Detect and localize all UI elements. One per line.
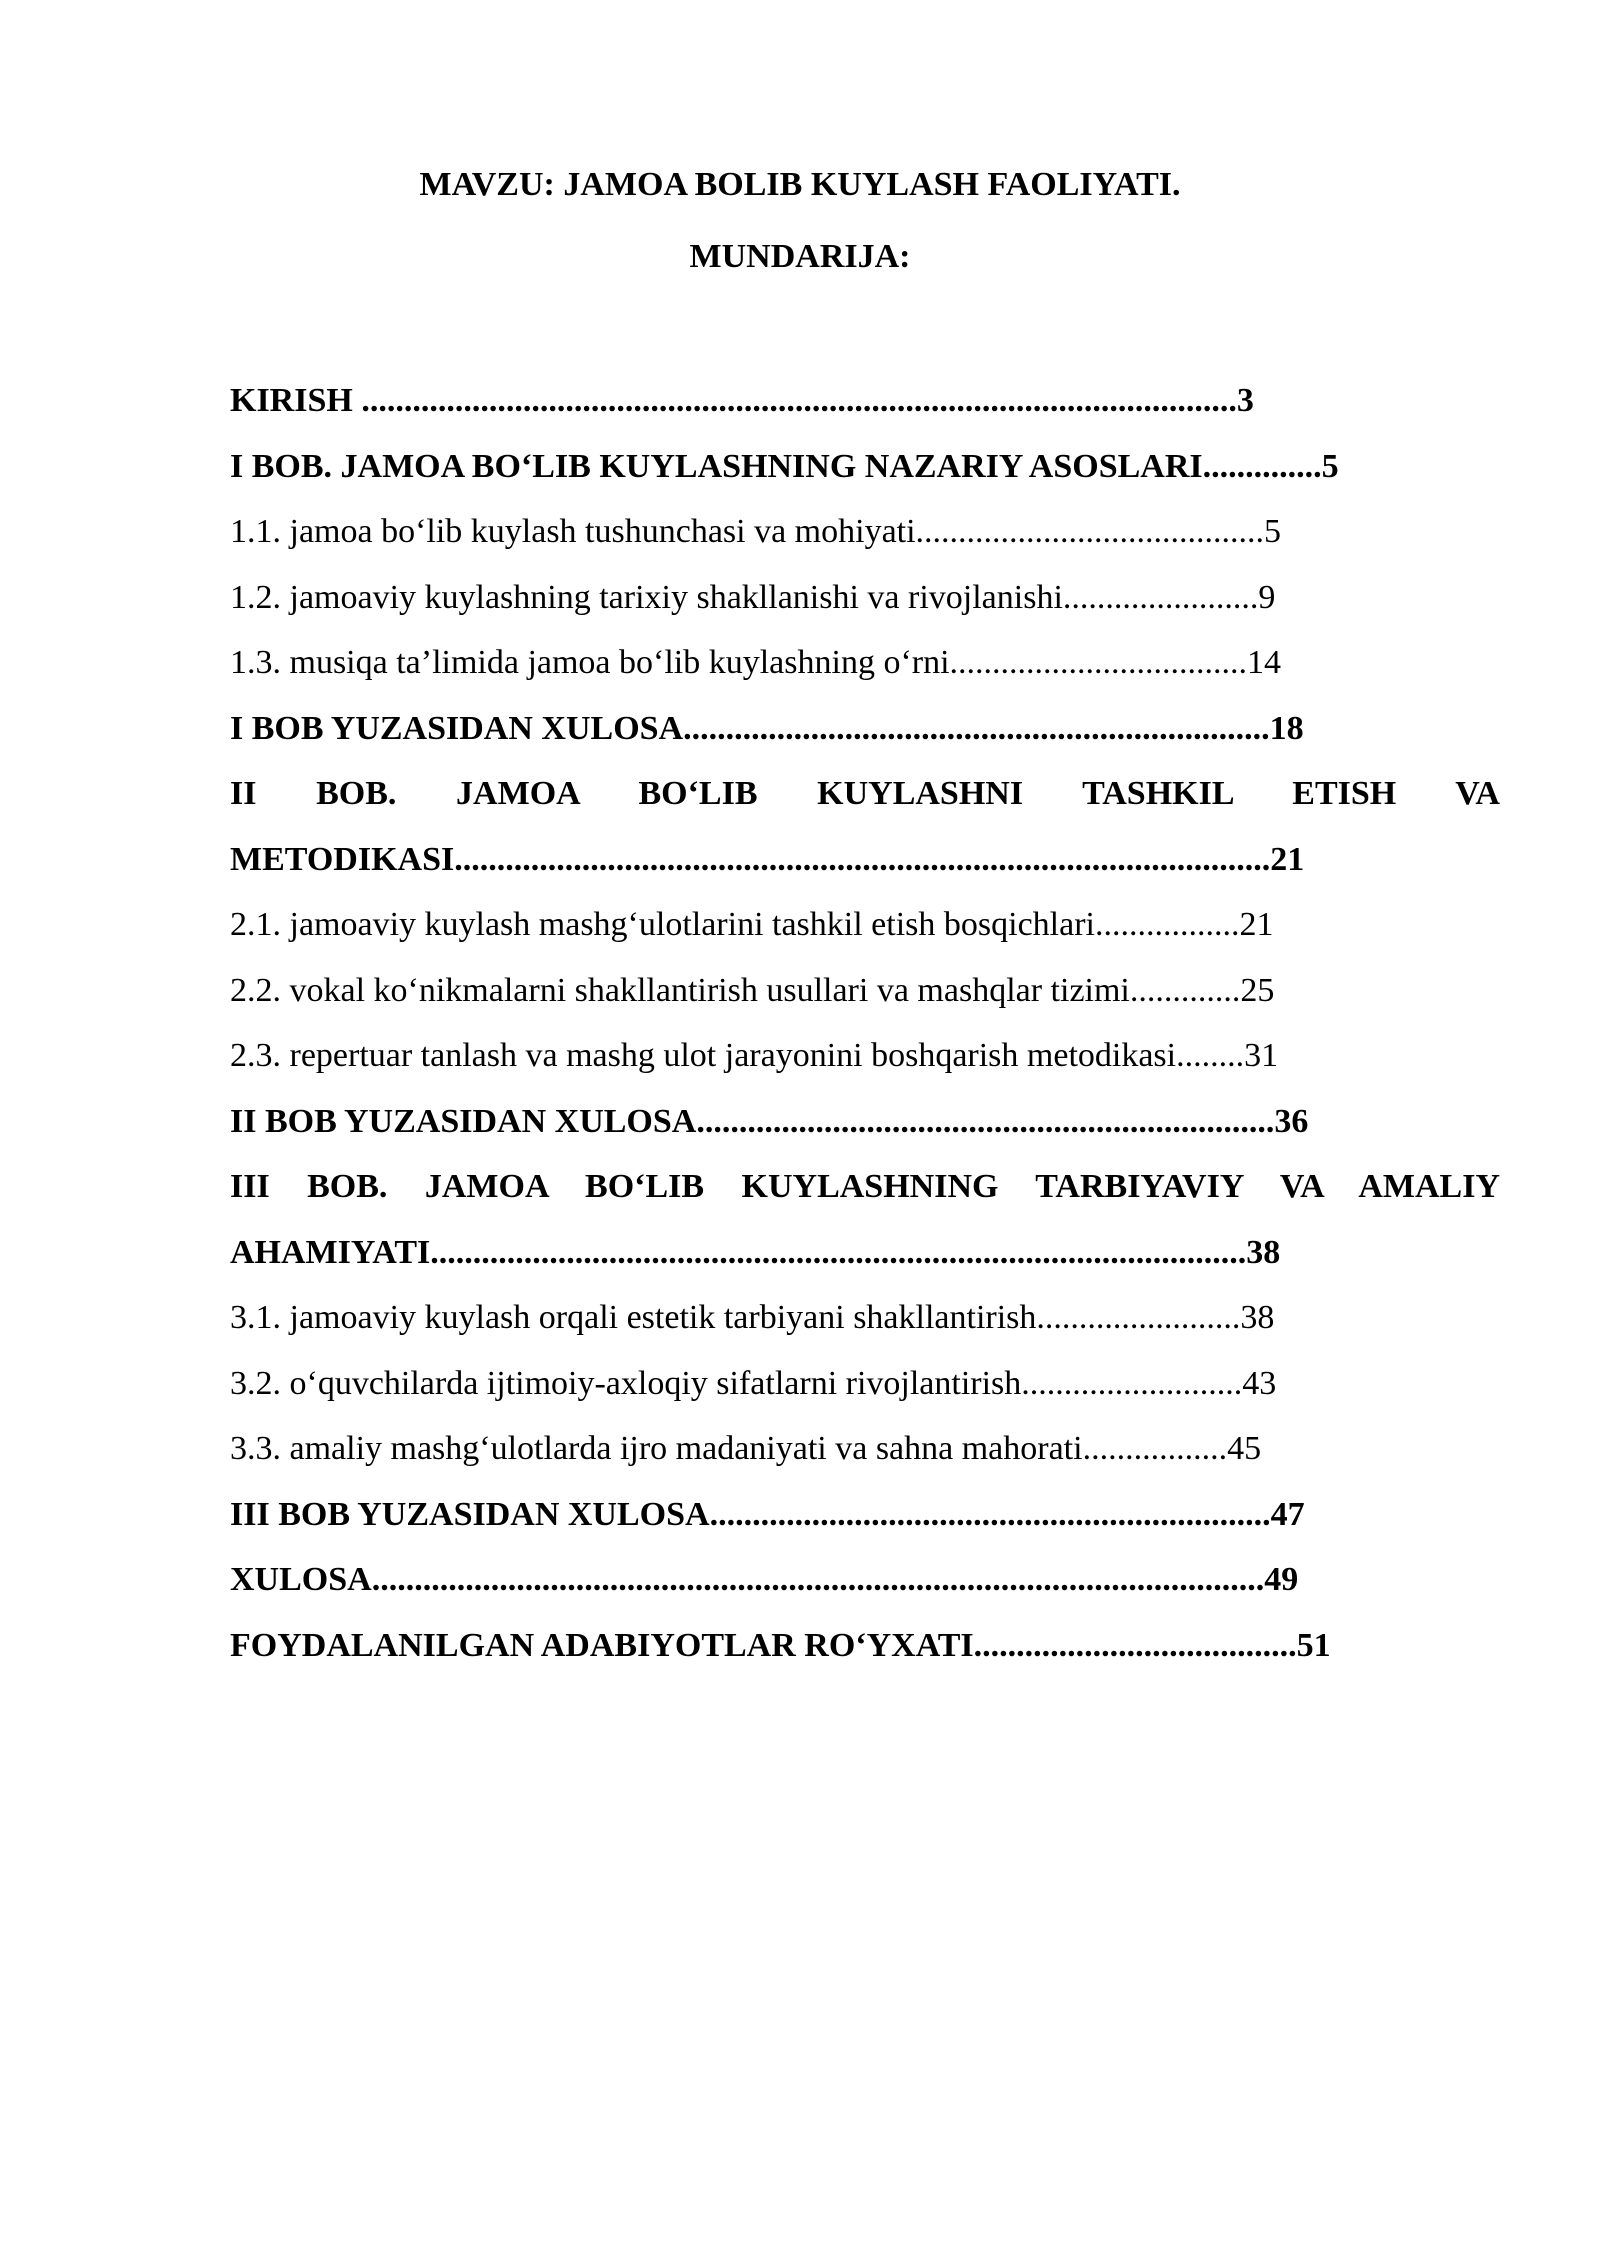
toc-entry: 1.3. musiqa ta’limida jamoa bo‘lib kuylashning o‘rni...................................14 — [230, 644, 1282, 681]
toc-entry: 1.1. jamoa bo‘lib kuylash tushunchasi va mohiyati.........................................5 — [230, 513, 1282, 550]
toc-entry: III BOB. JAMOA BO‘LIB KUYLASHNING TARBIYAVIY VA AMALIY — [230, 1168, 1500, 1205]
toc-entry: KIRISH .......................................................................................................3 — [230, 382, 1254, 419]
toc-entry: FOYDALANILGAN ADABIYOTLAR RO‘YXATI......................................51 — [230, 1626, 1331, 1664]
toc-entry: METODIKASI................................................................................................21 — [230, 840, 1305, 878]
topic-title: MAVZU: JAMOA BOLIB KUYLASH FAOLIYATI. — [419, 166, 1181, 203]
toc-entry: 1.2. jamoaviy kuylashning tarixiy shakllanishi va rivojlanishi.......................9 — [230, 578, 1276, 616]
toc-entry: III BOB YUZASIDAN XULOSA..................................................................47 — [230, 1495, 1305, 1533]
toc-entry: XULOSA.........................................................................................................49 — [230, 1561, 1299, 1598]
toc-entry: 2.2. vokal ko‘nikmalarni shakllantirish usullari va mashqlar tizimi.............25 — [230, 971, 1275, 1009]
table-of-contents — [230, 368, 1500, 1678]
contents-title: MUNDARIJA: — [689, 238, 911, 275]
toc-entry: I BOB YUZASIDAN XULOSA.....................................................................18 — [230, 709, 1304, 747]
toc-entry: I BOB. JAMOA BO‘LIB KUYLASHNING NAZARIY ASOSLARI..............5 — [230, 447, 1339, 485]
toc-entry: 3.3. amaliy mashg‘ulotlarda ijro madaniyati va sahna mahorati.................45 — [230, 1430, 1262, 1467]
toc-entry: II BOB YUZASIDAN XULOSA....................................................................36 — [230, 1102, 1309, 1140]
toc-entry: II BOB. JAMOA BO‘LIB KUYLASHNI TASHKIL ETISH VA — [230, 775, 1500, 812]
toc-entry: 3.2. o‘quvchilarda ijtimoiy-axloqiy sifatlarni rivojlantirish..........................43 — [230, 1364, 1277, 1402]
toc-entry: AHAMIYATI................................................................................................38 — [230, 1233, 1281, 1271]
toc-entry: 3.1. jamoaviy kuylash orqali estetik tarbiyani shakllantirish........................38 — [230, 1299, 1275, 1336]
toc-entry: 2.3. repertuar tanlash va mashg ulot jarayonini boshqarish metodikasi........31 — [230, 1037, 1279, 1074]
toc-entry: 2.1. jamoaviy kuylash mashg‘ulotlarini tashkil etish bosqichlari.................21 — [230, 906, 1274, 943]
